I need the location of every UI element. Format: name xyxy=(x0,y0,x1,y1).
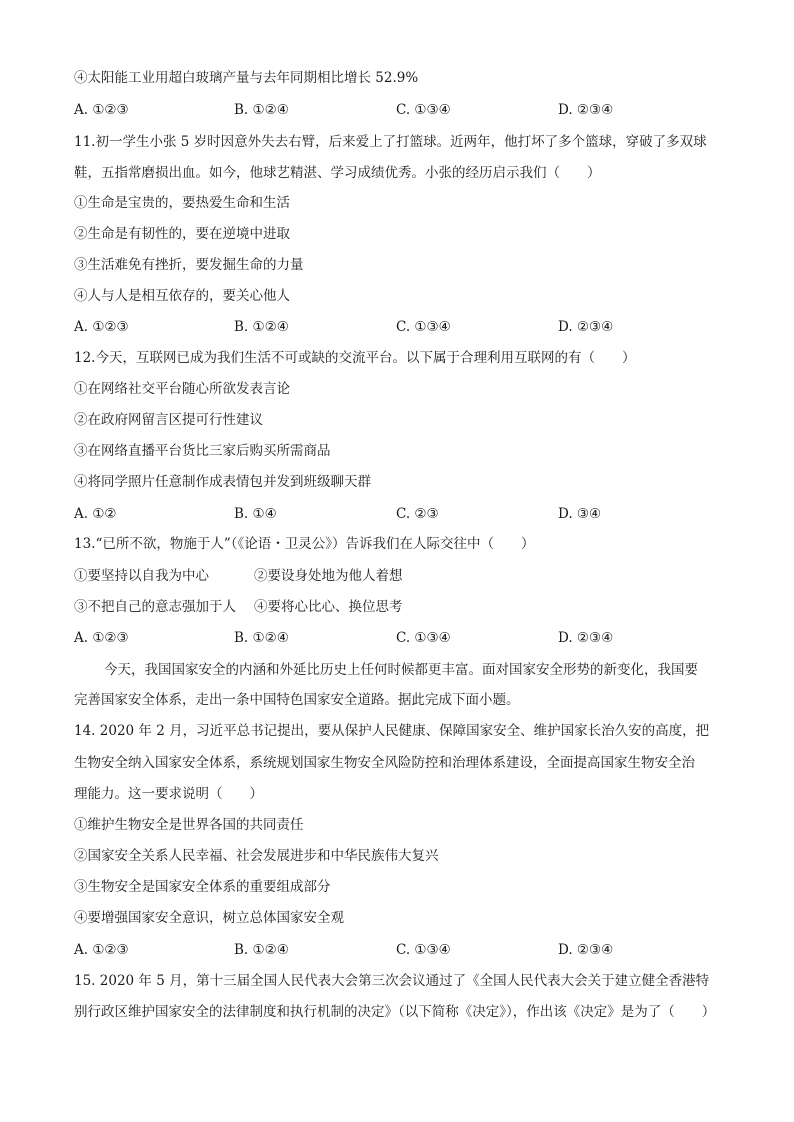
q13-option-c: C. ①③④ xyxy=(396,630,451,646)
q15-stem-line-1: 15. 2020 年 5 月，第十三届全国人民代表大会第三次会议通过了《全国人民代表大会关于建立健全香港特 xyxy=(74,973,710,989)
q11-item-4: ④人与人是相互依存的，要关心他人 xyxy=(74,288,290,304)
q13-items-row-1 xyxy=(74,566,734,586)
q14-option-c: C. ①③④ xyxy=(396,942,451,958)
q13-item-4: ④要将心比心、换位思考 xyxy=(254,599,403,615)
q11-item-2: ②生命是有韧性的，要在逆境中进取 xyxy=(74,226,290,242)
q10-option-d: D. ②③④ xyxy=(558,102,614,118)
q12-option-b: B. ①④ xyxy=(234,506,277,522)
q12-option-c: C. ②③ xyxy=(396,506,439,522)
q12-item-3: ③在网络直播平台货比三家后购买所需商品 xyxy=(74,443,331,459)
q10-item-4: ④太阳能工业用超白玻璃产量与去年同期相比增长 52.9% xyxy=(74,70,419,86)
passage-line-1: 今天，我国国家安全的内涵和外延比历史上任何时候都更丰富。面对国家安全形势的新变化，我国要 xyxy=(104,662,698,678)
q12-item-4: ④将同学照片任意制作成表情包并发到班级聊天群 xyxy=(74,474,371,490)
q13-item-1: ①要坚持以自我为中心 xyxy=(74,568,209,584)
q13-options xyxy=(74,628,734,648)
q14-item-3: ③生物安全是国家安全体系的重要组成部分 xyxy=(74,879,331,895)
q11-option-d: D. ②③④ xyxy=(558,319,614,335)
q14-option-a: A. ①②③ xyxy=(74,942,129,958)
q14-item-2: ②国家安全关系人民幸福、社会发展进步和中华民族伟大复兴 xyxy=(74,848,439,864)
q10-options xyxy=(74,100,734,120)
q13-items-row-2 xyxy=(74,597,734,617)
q10-option-b: B. ①②④ xyxy=(234,102,289,118)
q13-stem: 13.“已所不欲，物施于人”（《论语・卫灵公》）告诉我们在人际交往中（ ） xyxy=(74,536,535,552)
q12-option-d: D. ③④ xyxy=(558,506,602,522)
q13-option-a: A. ①②③ xyxy=(74,630,129,646)
q11-option-a: A. ①②③ xyxy=(74,319,129,335)
q13-option-b: B. ①②④ xyxy=(234,630,289,646)
q11-option-b: B. ①②④ xyxy=(234,319,289,335)
q12-stem: 12.今天，互联网已成为我们生活不可或缺的交流平台。以下属于合理利用互联网的有（ ） xyxy=(74,350,636,366)
q12-item-2: ②在政府网留言区提可行性建议 xyxy=(74,412,263,428)
q14-item-1: ①维护生物安全是世界各国的共同责任 xyxy=(74,817,304,833)
q11-item-1: ①生命是宝贵的，要热爱生命和生活 xyxy=(74,195,290,211)
q12-item-1: ①在网络社交平台随心所欲发表言论 xyxy=(74,381,290,397)
q14-options xyxy=(74,940,734,960)
q11-option-c: C. ①③④ xyxy=(396,319,451,335)
q14-stem-line-3: 理能力。这一要求说明（ ） xyxy=(74,786,263,802)
q14-stem-line-2: 生物安全纳入国家安全体系，系统规划国家生物安全风险防控和治理体系建设，全面提高国家生物安全治 xyxy=(74,755,695,771)
q14-stem-line-1: 14. 2020 年 2 月，习近平总书记提出，要从保护人民健康、保障国家安全、维护国家长治久安的高度，把 xyxy=(74,723,710,739)
q11-item-3: ③生活难免有挫折，要发掘生命的力量 xyxy=(74,257,304,273)
q13-item-2: ②要设身处地为他人着想 xyxy=(254,568,403,584)
q12-options xyxy=(74,504,734,524)
q13-option-d: D. ②③④ xyxy=(558,630,614,646)
q10-option-c: C. ①③④ xyxy=(396,102,451,118)
q15-stem-line-2: 别行政区维护国家安全的法律制度和执行机制的决定》（以下简称《决定》），作出该《决定》是为了（ ） xyxy=(74,1004,716,1020)
q14-option-b: B. ①②④ xyxy=(234,942,289,958)
q10-option-a: A. ①②③ xyxy=(74,102,129,118)
q12-option-a: A. ①② xyxy=(74,506,117,522)
q11-stem-line-1: 11.初一学生小张 5 岁时因意外失去右臂，后来爱上了打篮球。近两年，他打坏了多个篮球，穿破了多双球 xyxy=(74,134,707,150)
q14-item-4: ④要增强国家安全意识，树立总体国家安全观 xyxy=(74,910,344,926)
q11-options xyxy=(74,317,734,337)
passage-line-2: 完善国家安全体系，走出一条中国特色国家安全道路。据此完成下面小题。 xyxy=(74,692,520,708)
q14-option-d: D. ②③④ xyxy=(558,942,614,958)
q13-item-3: ③不把自己的意志强加于人 xyxy=(74,599,236,615)
q11-stem-line-2: 鞋，五指常磨损出血。如今，他球艺精湛、学习成绩优秀。小张的经历启示我们（ ） xyxy=(74,165,601,181)
